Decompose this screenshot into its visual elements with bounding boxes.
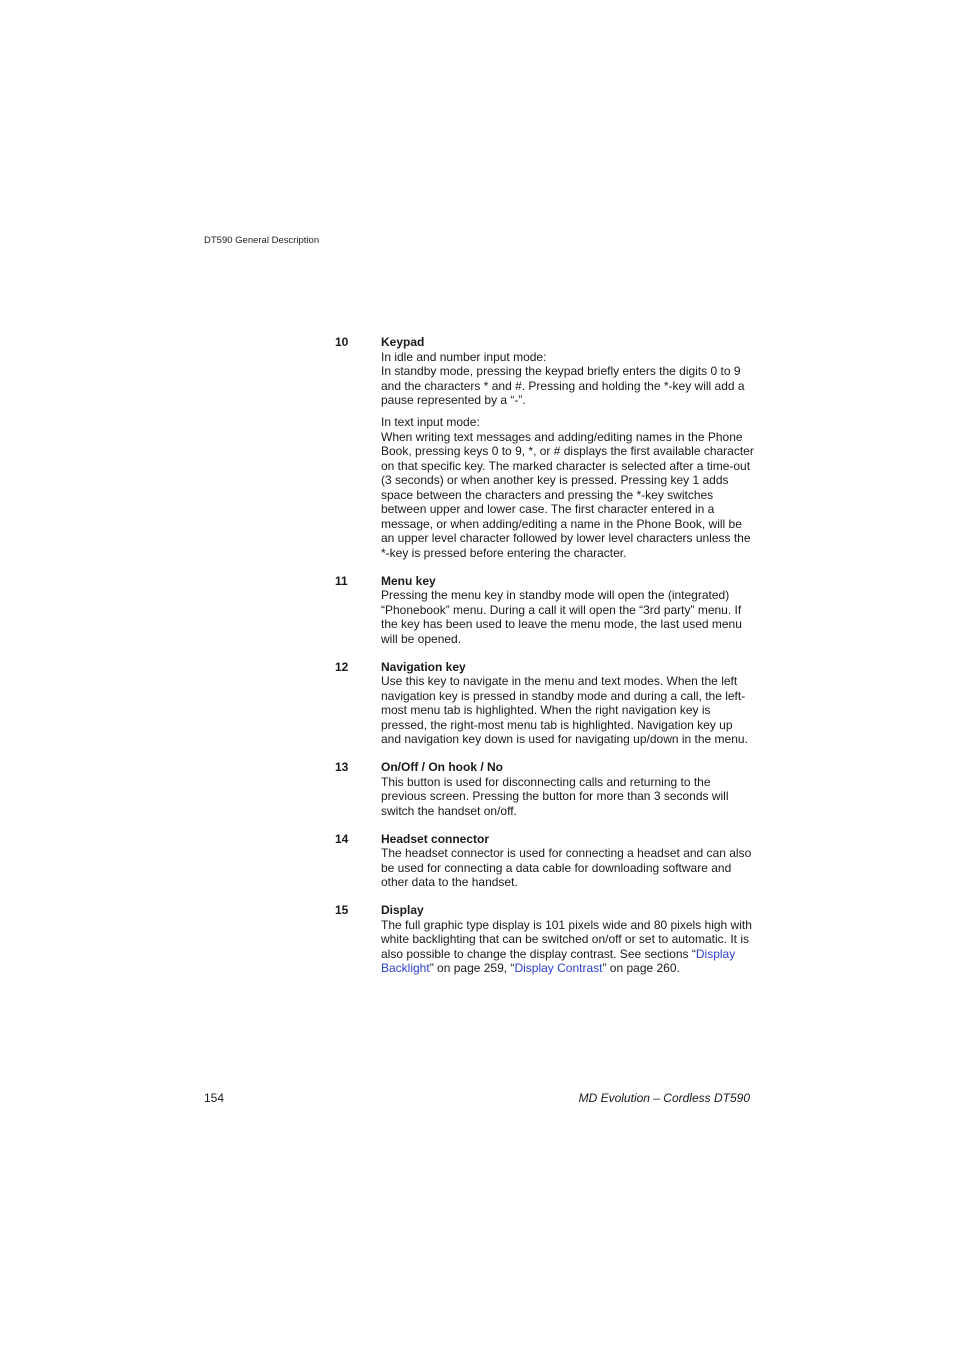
item-title: On/Off / On hook / No bbox=[381, 760, 503, 774]
item-on-off-key bbox=[335, 760, 755, 818]
running-header: DT590 General Description bbox=[204, 235, 320, 246]
item-paragraph: In idle and number input mode: In standby mode, pressing the keypad briefly enters the digits 0 to 9 and the characters * and #. Pressing and holding the *-key will add a pause represented by a “-”. bbox=[381, 349, 745, 407]
item-title: Display bbox=[381, 903, 424, 917]
item-title: Headset connector bbox=[381, 831, 490, 846]
item-paragraph: In text input mode: When writing text messages and adding/editing names in the Phone Book, pressing keys 0 to 9, *, or # displays the first available character on that specific key. The marked character is selected after a time-out (3 seconds) or when another key is pressed. Pressing key 1 adds space between the characters and pressing the *-key switches between upper and lower case. The first character entered in a message, or when adding/editing a name in the Phone Book, will be an upper level character followed by lower level characters unless the *-key is pressed before entering the character. bbox=[381, 415, 754, 560]
display-contrast-link[interactable]: Display Contrast bbox=[514, 961, 603, 975]
item-number: 10 bbox=[335, 335, 349, 349]
document-title: MD Evolution – Cordless DT590 bbox=[578, 1091, 750, 1105]
display-text-part: The full graphic type display is 101 pixels wide and 80 pixels high with white backlighting that can be switched on/off or set to automatic. It is also possible to change the display contrast. See sections “ bbox=[381, 917, 752, 961]
item-title: Menu key bbox=[381, 573, 436, 588]
item-headset-connector bbox=[335, 832, 755, 890]
item-navigation-key bbox=[335, 660, 755, 747]
item-paragraph: Pressing the menu key in standby mode will open the (integrated) “Phonebook” menu. During a call it will open the “3rd party” menu. If the key has been used to leave the menu mode, the last used menu will be opened. bbox=[381, 588, 742, 646]
item-number: 14 bbox=[335, 831, 349, 846]
display-backlight-link[interactable]: Display Backlight bbox=[381, 946, 736, 975]
item-paragraph: The headset connector is used for connecting a headset and can also be used for connecting a data cable for downloading software and other data to the handset. bbox=[381, 846, 752, 889]
item-display bbox=[335, 903, 755, 976]
item-keypad bbox=[335, 335, 755, 560]
item-paragraph: This button is used for disconnecting calls and returning to the previous screen. Pressing the button for more than 3 seconds will switch the handset on/off. bbox=[381, 774, 729, 818]
item-list bbox=[335, 335, 755, 989]
display-text-part: ” on page 259, “ bbox=[429, 961, 515, 975]
item-number: 15 bbox=[335, 903, 349, 917]
item-title: Navigation key bbox=[381, 659, 466, 674]
item-paragraph bbox=[381, 918, 755, 976]
page-number: 154 bbox=[204, 1091, 225, 1105]
display-text-part: ” on page 260. bbox=[602, 961, 680, 975]
item-number: 13 bbox=[335, 760, 349, 774]
item-menu-key bbox=[335, 574, 755, 647]
item-paragraph: Use this key to navigate in the menu and text modes. When the left navigation key is pressed in standby mode and during a call, the left-most menu tab is highlighted. When the right navigation key is pressed, the right-most menu tab is highlighted. Navigation key up and navigation key down is used for navigating up/down in the menu. bbox=[381, 674, 748, 746]
item-number: 12 bbox=[335, 659, 349, 674]
item-number: 11 bbox=[335, 573, 348, 588]
item-title: Keypad bbox=[381, 335, 425, 349]
